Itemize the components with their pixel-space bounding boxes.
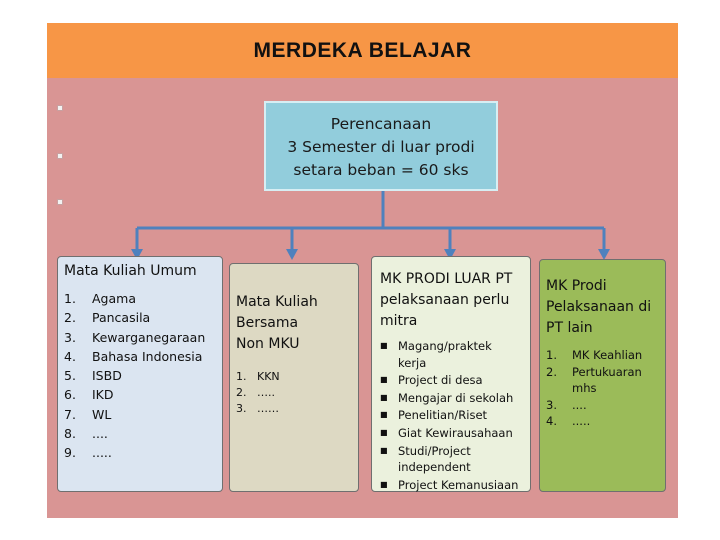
item-text: ……: [257, 402, 279, 415]
course-list: [546, 347, 659, 430]
empty-bullet-marker: [57, 199, 63, 205]
list-item: [546, 413, 659, 430]
item-text: Giat Kewirausahaan: [398, 425, 513, 440]
item-number: 2.: [64, 310, 76, 326]
list-item: [64, 443, 216, 462]
box-mk-prodi-pt-lain: [539, 259, 666, 492]
planning-line: setara beban = 60 sks: [293, 161, 469, 179]
box-title-line: Mata Kuliah: [236, 294, 318, 310]
item-text: Pancasila: [92, 310, 151, 326]
connector-arrowhead: [286, 249, 298, 260]
item-text: ....: [572, 397, 587, 412]
item-text: .....: [572, 414, 591, 428]
course-list: [64, 289, 216, 463]
item-text: Kewarganegaraan: [92, 329, 206, 345]
item-text: WL: [92, 406, 112, 422]
page-title: MERDEKA BELAJAR: [253, 39, 472, 62]
box-title-line: Pelaksanaan di: [546, 299, 652, 315]
item-number: 3.: [236, 402, 247, 415]
item-text: ....: [92, 426, 108, 442]
bullet-icon: ■: [380, 341, 388, 350]
box-title: Mata Kuliah Umum: [64, 263, 197, 279]
item-number: 2.: [546, 364, 557, 379]
list-item: [236, 385, 352, 401]
header-bar: [47, 23, 678, 78]
item-text: MK Keahlian: [572, 348, 643, 362]
list-item: [64, 347, 216, 366]
list-item: [64, 289, 216, 308]
list-item: [380, 425, 522, 442]
list-item: [380, 443, 522, 476]
item-number: 4.: [64, 348, 76, 364]
box-title-line: PT lain: [546, 320, 593, 336]
box-title-line: MK Prodi: [546, 278, 607, 294]
item-text: …..: [257, 386, 275, 399]
list-item: [380, 407, 522, 424]
item-text: .....: [92, 445, 112, 461]
box-mk-prodi-luar-pt: [371, 256, 531, 492]
item-text: IKD: [92, 387, 114, 403]
bullet-icon: ■: [380, 479, 388, 489]
item-text: Bahasa Indonesia: [92, 348, 203, 364]
item-number: 3.: [546, 397, 557, 412]
item-text: Penelitian/Riset: [398, 408, 488, 423]
item-number: 1.: [236, 370, 247, 383]
bullet-icon: ■: [380, 375, 388, 385]
list-item: [546, 397, 659, 414]
list-item: [236, 369, 352, 385]
list-item: [380, 338, 522, 371]
item-number: 6.: [64, 387, 76, 403]
item-text: Studi/Project independent: [398, 443, 471, 475]
planning-line: 3 Semester di luar prodi: [287, 138, 475, 156]
item-number: 5.: [64, 368, 76, 384]
box-title-line: Non MKU: [236, 336, 300, 352]
item-text: Pertukuaran mhs: [572, 364, 642, 395]
box-title-line: MK PRODI LUAR PT: [380, 271, 513, 287]
course-list: [236, 369, 352, 417]
box-title-line: pelaksanaan perlu: [380, 292, 510, 308]
item-text: Magang/praktek kerja: [398, 339, 492, 370]
list-item: [64, 385, 216, 404]
box-title-line: mitra: [380, 313, 418, 329]
box-mata-kuliah-umum: [57, 256, 223, 492]
item-number: 8.: [64, 426, 76, 442]
empty-bullet-marker: [57, 153, 63, 159]
item-number: 1.: [546, 348, 557, 362]
item-number: 9.: [64, 445, 76, 461]
bullet-icon: ■: [380, 410, 388, 420]
empty-bullet-marker: [57, 105, 63, 111]
item-number: 3.: [64, 329, 76, 345]
list-item: [546, 364, 659, 397]
item-text: Project Kemanusiaan: [398, 477, 519, 492]
item-text: KKN: [257, 370, 280, 383]
list-item: [64, 308, 216, 327]
bullet-icon: ■: [380, 445, 388, 455]
item-number: 4.: [546, 414, 557, 428]
list-item: [380, 372, 522, 389]
item-text: Mengajar di sekolah: [398, 390, 514, 405]
connector-lines: [120, 190, 620, 262]
list-item: [64, 366, 216, 385]
item-text: Project di desa: [398, 373, 483, 388]
list-item: [64, 328, 216, 347]
list-item: [64, 424, 216, 443]
box-mata-kuliah-bersama: [229, 263, 359, 492]
planning-box: [264, 101, 498, 191]
list-item: [380, 477, 522, 494]
item-number: 7.: [64, 406, 76, 422]
list-item: [380, 390, 522, 407]
item-number: 2.: [236, 386, 247, 399]
bullet-icon: ■: [380, 427, 388, 437]
item-text: ISBD: [92, 368, 122, 384]
list-item: [546, 347, 659, 364]
item-text: Agama: [92, 291, 136, 306]
box-title-line: Bersama: [236, 315, 299, 331]
bullet-icon: ■: [380, 392, 388, 402]
list-item: [236, 401, 352, 417]
list-item: [64, 405, 216, 424]
activity-list: [380, 338, 522, 493]
planning-line: Perencanaan: [330, 115, 432, 133]
item-number: 1.: [64, 291, 76, 306]
